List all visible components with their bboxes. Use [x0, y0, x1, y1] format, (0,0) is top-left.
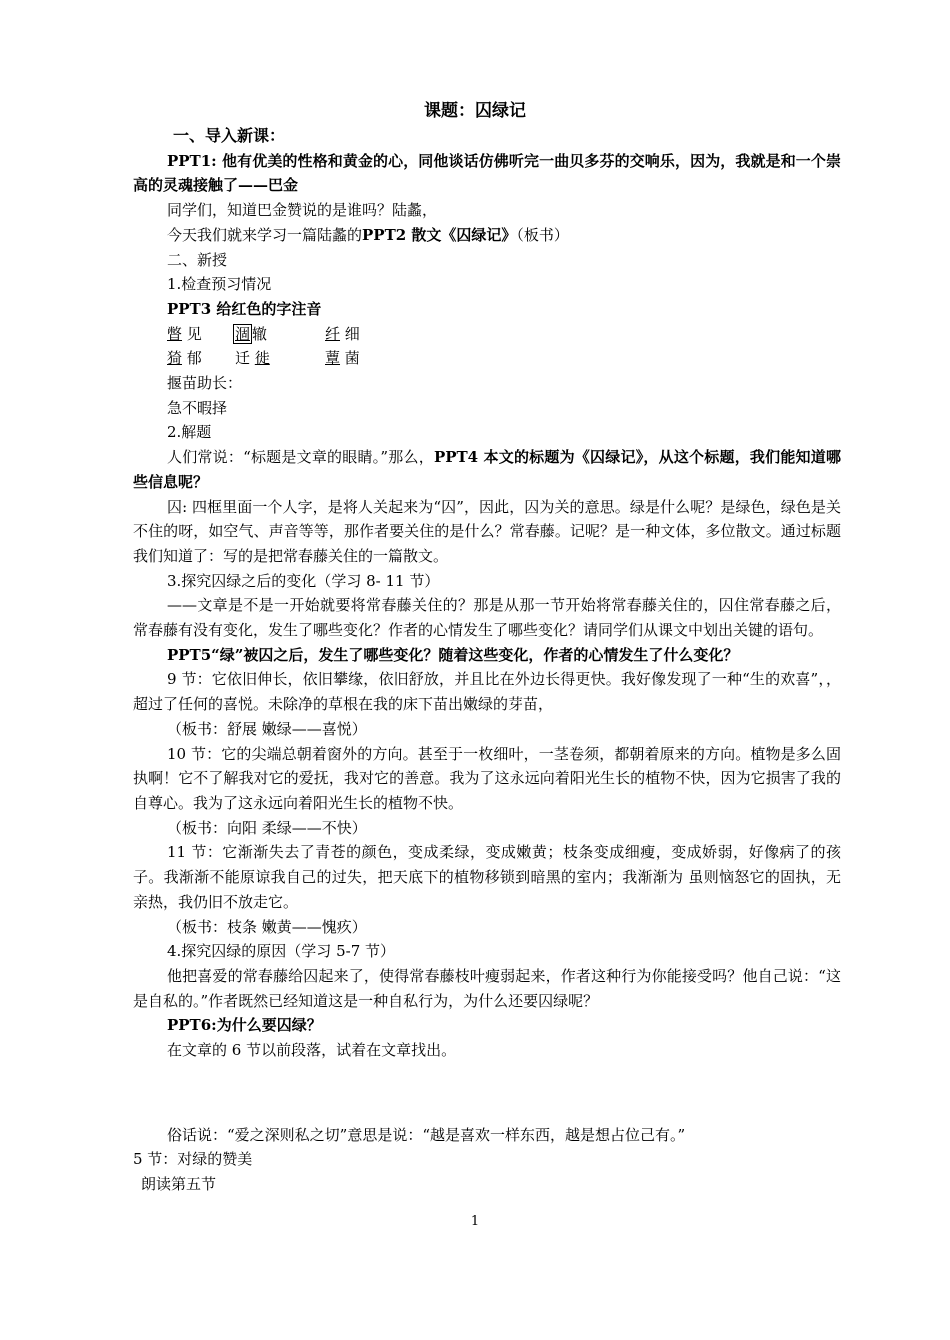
paragraph-ask: 同学们，知道巴金赞说的是谁吗？陆蠡， — [167, 201, 438, 220]
word-he-zhe — [233, 322, 325, 347]
page-number: 1 — [470, 1214, 480, 1229]
paragraph-dash: ——文章是不是一开始就要将常春藤关住的？那是从那一节开始将常春藤关住的，囚住常春藤之后，常春藤有没有变化，发生了哪些变化？作者的心情发生了哪些变化？请同学们从课文中划出关键的语句。 — [133, 596, 841, 640]
idiom-1: 揠苗助长： — [167, 374, 243, 393]
document-body — [133, 124, 841, 1197]
paragraph-title-question — [133, 445, 841, 494]
word-char: 纤 — [325, 324, 341, 343]
text-run: （板书） — [516, 225, 569, 244]
ppt6-question: PPT6:为什么要囚绿？ — [167, 1016, 322, 1035]
word-char: 细 — [344, 324, 360, 343]
word-char: 暼 — [167, 324, 183, 343]
word-pie-jian — [167, 322, 233, 347]
pinyin-row-2 — [133, 346, 841, 371]
section-heading-new: 二、新授 — [167, 250, 228, 269]
word-yi-yu — [167, 346, 235, 371]
word-qian-xi — [235, 346, 325, 371]
word-char: 蕈 — [325, 349, 341, 368]
paragraph-reason: 他把喜爱的常春藤给囚起来了，使得常春藤枝叶瘦弱起来，作者这种行为你能接受吗？他自己说：“这是自私的。”作者既然已经知道这是一种自私行为，为什么还要囚绿呢？ — [133, 966, 841, 1010]
blackboard-note-1: （板书：舒展 嫩绿——喜悦） — [167, 719, 367, 738]
word-char: 涸 — [235, 324, 251, 343]
word-char: 猗 — [167, 349, 183, 368]
step-1: 1.检查预习情况 — [167, 275, 272, 294]
paragraph-qiu: 囚: 四框里面一个人字，是将人关起来为“囚”，因此，囚为关的意思。绿是什么呢？是绿色，绿色是关不住的呀，如空气、声音等等，那作者要关住的是什么？常春藤。记呢？是一种文体，多位散文。通过标题我们知道了：写的是把常春藤关住的一篇散文。 — [133, 497, 841, 565]
text-run-bold: PPT2 散文《囚绿记》 — [362, 225, 517, 244]
word-char: 辙 — [252, 324, 268, 343]
paragraph-section-6: 在文章的 6 节以前段落，试着在文章找出。 — [167, 1041, 457, 1060]
step-3: 3.探究囚绿之后的变化（学习 8- 11 节） — [167, 571, 440, 590]
blank-space — [133, 1063, 841, 1123]
word-char: 菌 — [344, 349, 360, 368]
idiom-2: 急不暇择 — [167, 398, 228, 417]
ppt3-heading: PPT3 给红色的字注音 — [167, 299, 322, 318]
word-char: 徙 — [254, 349, 270, 368]
paragraph-section-11: 11 节：它渐渐失去了青苍的颜色，变成柔绿，变成嫩黄；枝条变成细瘦，变成娇弱，好像病了的孩子。我渐渐不能原谅我自己的过失，把天底下的植物移锁到暗黑的室内；我渐渐为 虽则恼怒它的固执，无亲热，我仍旧不放走它。 — [133, 843, 841, 911]
word-xun-jun — [325, 346, 360, 371]
word-char: 郁 — [186, 349, 202, 368]
paragraph-section-10: 10 节：它的尖端总朝着窗外的方向。甚至于一枚细叶，一茎卷须，都朝着原来的方向。植物是多么固执啊！它不了解我对它的爱抚，我对它的善意。我为了这永远向着阳光生长的植物不快，因为它损害了我的自尊心。我为了这永远向着阳光生长的植物不快。 — [133, 744, 841, 812]
blackboard-note-3: （板书：枝条 嫩黄——愧疚） — [167, 917, 367, 936]
text-run: 今天我们就来学习一篇陆蠡的 — [167, 225, 363, 244]
ppt5-question: PPT5“绿”被囚之后，发生了哪些变化？随着这些变化，作者的心情发生了什么变化？ — [167, 645, 739, 664]
page-title: 课题：囚绿记 — [424, 101, 526, 121]
word-xian-xi — [325, 322, 360, 347]
section-heading-intro: 一、导入新课： — [173, 126, 286, 145]
text-run: 人们常说：“标题是文章的眼睛。”那么， — [167, 448, 434, 467]
pinyin-row-1 — [133, 322, 841, 347]
blackboard-note-2: （板书：向阳 柔绿——不快） — [167, 818, 367, 837]
text-run-bold: PPT4 本文的标题为《囚绿记》，从这个标题，我们能知道哪些信息呢？ — [133, 448, 841, 491]
paragraph-today — [133, 223, 841, 248]
word-char: 迁 — [235, 349, 251, 368]
step-2: 2.解题 — [167, 423, 212, 442]
step-4: 4.探究囚绿的原因（学习 5-7 节） — [167, 942, 396, 961]
ppt1-quote: PPT1: 他有优美的性格和黄金的心，同他谈话仿佛听完一曲贝多芬的交响乐，因为，我就是和一个崇高的灵魂接触了——巴金 — [133, 151, 841, 195]
paragraph-proverb: 俗话说：“爱之深则私之切”意思是说：“越是喜欢一样东西，越是想占位己有。” — [167, 1125, 686, 1144]
word-char: 见 — [186, 324, 202, 343]
paragraph-section-9: 9 节：它依旧伸长，依旧攀缘，依旧舒放，并且比在外边长得更快。我好像发现了一种“生的欢喜”，，超过了任何的喜悦。未除净的草根在我的床下苗出嫩绿的芽苗， — [133, 670, 841, 714]
step-5: 5 节：对绿的赞美 — [133, 1150, 253, 1169]
read-aloud-note: 朗读第五节 — [141, 1175, 217, 1194]
